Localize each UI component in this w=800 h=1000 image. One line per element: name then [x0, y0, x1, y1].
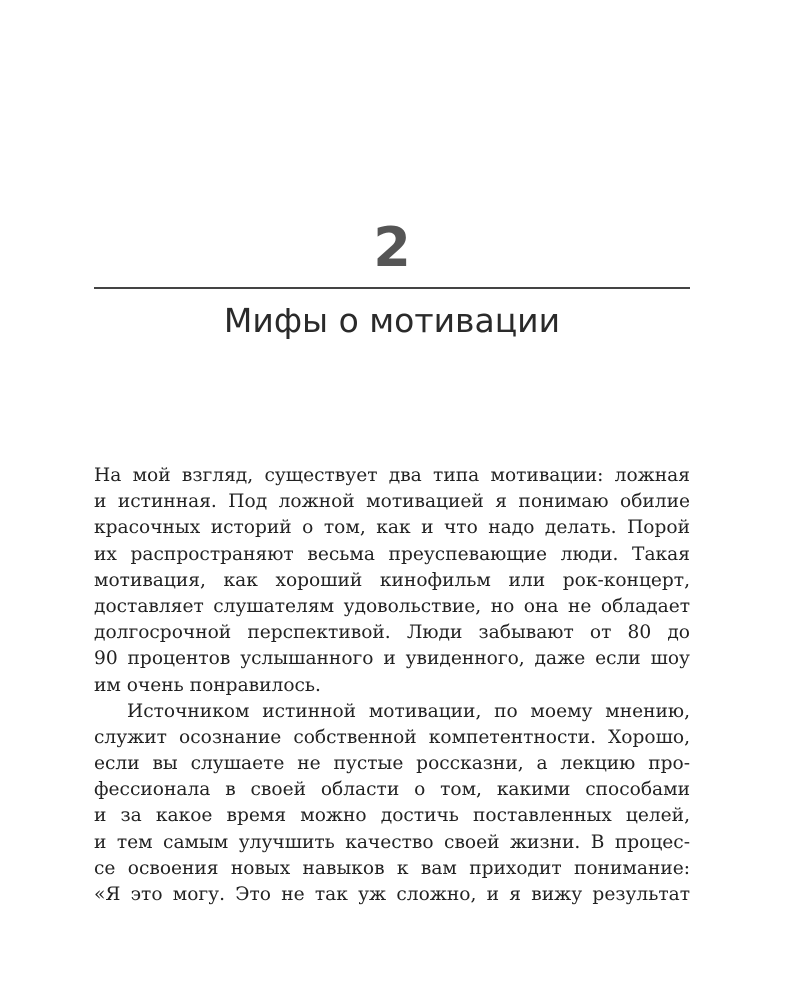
text-line: и за какое время можно достичь поставленных целей, [94, 805, 690, 827]
text-line: се освоения новых навыков к вам приходит понимание: [94, 857, 690, 879]
text-line: если вы слушаете не пустые россказни, а лекцию про- [94, 753, 690, 775]
paragraph [94, 463, 690, 699]
text-line: и тем самым улучшить качество своей жизни. В процес- [94, 831, 690, 853]
text-line: их распространяют весьма преуспевающие люди. Такая [94, 543, 690, 565]
text-line: «Я это могу. Это не так уж сложно, и я вижу результат [94, 884, 690, 905]
paragraph [94, 699, 690, 909]
text-line: им очень понравилось. [94, 674, 321, 696]
text-line: На мой взгляд, существует два типа мотивации: ложная [94, 465, 690, 486]
text-line: служит осознание собственной компетентности. Хорошо, [94, 726, 690, 748]
text-line: долгосрочной перспективой. Люди забывают от 80 до [94, 622, 690, 644]
chapter-number: 2 [373, 216, 411, 279]
text-line: красочных историй о том, как и что надо делать. Порой [94, 517, 690, 539]
chapter-divider [94, 287, 690, 289]
text-line: фессионала в своей области о том, какими способами [94, 779, 690, 801]
text-line: и истинная. Под ложной мотивацией я понимаю обилие [94, 491, 690, 513]
text-line: Источником истинной мотивации, по моему мнению, [127, 700, 690, 722]
text-line: мотивация, как хороший кинофильм или рок-концерт, [94, 569, 690, 591]
chapter-title: Мифы о мотивации [223, 301, 561, 340]
text-line: 90 процентов услышанного и увиденного, даже если шоу [94, 648, 690, 670]
body-text [94, 463, 690, 908]
text-line: доставляет слушателям удовольствие, но она не обладает [94, 595, 690, 617]
